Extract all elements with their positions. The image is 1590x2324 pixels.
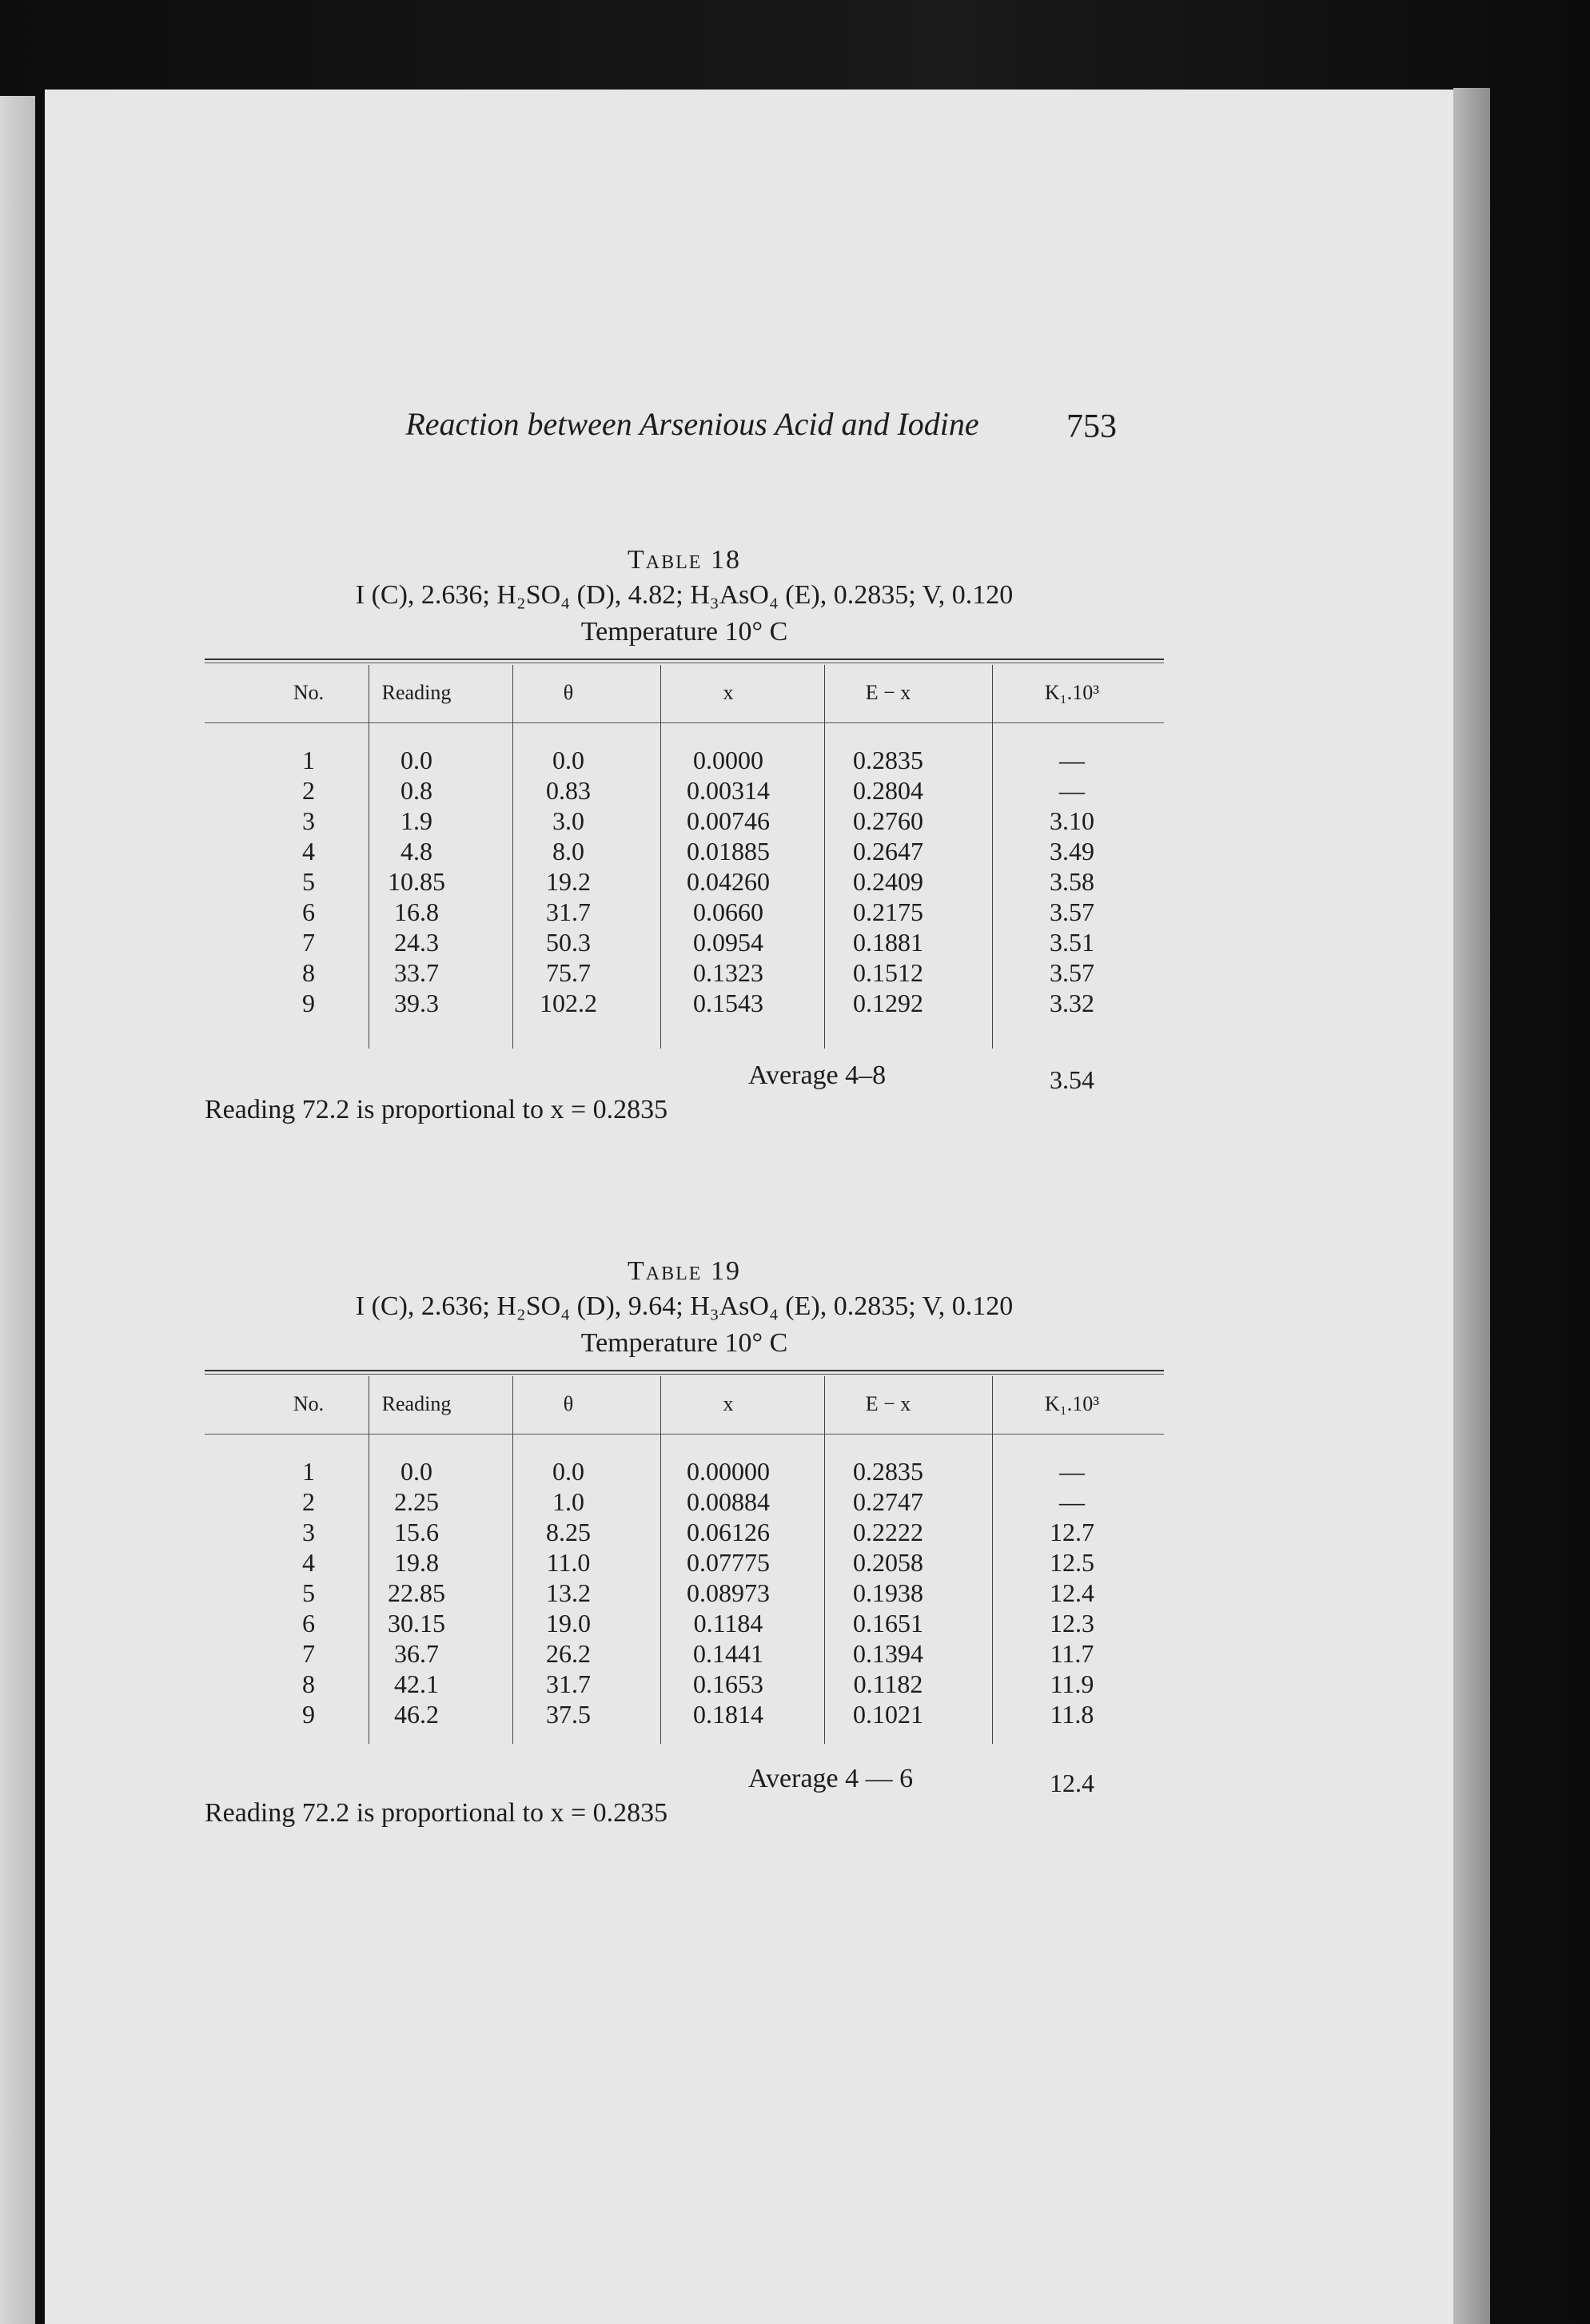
table-top-rule (205, 1370, 1164, 1371)
table-cell: 0.00314 (687, 776, 770, 805)
table-cell: 0.1394 (853, 1639, 923, 1668)
header-rule (205, 722, 1164, 723)
table-cell: 3.32 (1050, 989, 1094, 1017)
column-divider (992, 1376, 993, 1744)
previous-page-edge (0, 96, 35, 2324)
table-cell: 0.1184 (693, 1609, 763, 1638)
table-cell: 33.7 (394, 958, 439, 987)
table-cell: 8 (302, 1669, 315, 1698)
table-footnote: Reading 72.2 is proportional to x = 0.2835 (205, 1095, 668, 1124)
table-cell: 0.0 (400, 1457, 432, 1486)
table-cell: 0.0660 (693, 897, 763, 926)
table-cell: 16.8 (394, 897, 439, 926)
table-cell: 0.0954 (693, 928, 763, 957)
table-cell: 0.07775 (687, 1548, 770, 1577)
column-header: No. (293, 1392, 325, 1415)
table-cell: 3.51 (1050, 928, 1094, 957)
table-cell: 11.8 (1050, 1700, 1094, 1729)
table-cell: 3.57 (1050, 897, 1094, 926)
column-header: E − x (865, 681, 911, 704)
table-cell: 0.00746 (687, 806, 770, 835)
table-cell: 0.0 (552, 746, 584, 774)
table-cell: 0.8 (400, 776, 432, 805)
table-cell: 6 (302, 1609, 315, 1638)
table-top-rule-2 (205, 1374, 1164, 1375)
table-cell: 0.2222 (853, 1518, 923, 1546)
table-cell: 5 (302, 867, 315, 896)
table-cell: 0.2835 (853, 1457, 923, 1486)
table-cell: 0.1651 (853, 1609, 923, 1638)
table-cell: 0.83 (546, 776, 591, 805)
table-cell: 31.7 (546, 897, 591, 926)
column-header: K₁.10³ (1044, 681, 1100, 704)
table-cell: 10.85 (388, 867, 445, 896)
column-header: Reading (381, 1392, 452, 1415)
table-cell: 3.49 (1050, 837, 1094, 866)
table-cell: 26.2 (546, 1639, 591, 1668)
table-cell: 9 (302, 989, 315, 1017)
average-label: Average 4–8 (748, 1061, 887, 1090)
table-cell: 0.1543 (693, 989, 763, 1017)
table-cell: 5 (302, 1578, 315, 1607)
table-conditions: I (C), 2.636; H₂SO₄ (D), 4.82; H₃AsO₄ (E), 0.2835; V, 0.120 (355, 580, 1014, 610)
column-header: x (723, 681, 734, 704)
table-cell: 0.1292 (853, 989, 923, 1017)
table-cell: 102.2 (540, 989, 597, 1017)
table-cell: 11.9 (1050, 1669, 1094, 1698)
table-cell: 19.8 (394, 1548, 439, 1577)
table-cell: 0.2760 (853, 806, 923, 835)
table-cell: 36.7 (394, 1639, 439, 1668)
header-rule (205, 1434, 1164, 1435)
table-cell: 3.58 (1050, 867, 1094, 896)
table-cell: 8.25 (546, 1518, 591, 1546)
table-cell: 0.06126 (687, 1518, 770, 1546)
column-header: θ (563, 1392, 574, 1415)
table-cell: 0.0 (552, 1457, 584, 1486)
table-cell: — (1059, 1487, 1085, 1516)
table-cell: 7 (302, 928, 315, 957)
table-cell: 0.04260 (687, 867, 770, 896)
table-cell: 50.3 (546, 928, 591, 957)
table-conditions: I (C), 2.636; H₂SO₄ (D), 9.64; H₃AsO₄ (E), 0.2835; V, 0.120 (355, 1291, 1014, 1321)
table-cell: 0.2835 (853, 746, 923, 774)
table-cell: 8 (302, 958, 315, 987)
table-cell: 0.2409 (853, 867, 923, 896)
table-cell: — (1059, 746, 1085, 774)
table-cell: 12.4 (1050, 1578, 1094, 1607)
column-header: x (723, 1392, 734, 1415)
table-title: Table 19 (628, 1256, 741, 1286)
table-cell: 11.7 (1050, 1639, 1094, 1668)
table-cell: 1.9 (400, 806, 432, 835)
table-cell: — (1059, 1457, 1085, 1486)
table-temperature: Temperature 10° C (580, 617, 788, 647)
table-cell: 0.00884 (687, 1487, 770, 1516)
table-temperature: Temperature 10° C (580, 1328, 788, 1358)
table-cell: 30.15 (388, 1609, 445, 1638)
column-divider (992, 665, 993, 1049)
table-cell: 0.1021 (853, 1700, 923, 1729)
table-cell: 1 (302, 1457, 315, 1486)
table-cell: 1.0 (552, 1487, 584, 1516)
column-header: K₁.10³ (1044, 1392, 1100, 1415)
table-cell: 0.0000 (693, 746, 763, 774)
table-cell: 2 (302, 1487, 315, 1516)
table-cell: 37.5 (546, 1700, 591, 1729)
table-cell: 0.01885 (687, 837, 770, 866)
table-cell: 0.1512 (853, 958, 923, 987)
table-cell: 22.85 (388, 1578, 445, 1607)
table-cell: 42.1 (394, 1669, 439, 1698)
table-cell: 7 (302, 1639, 315, 1668)
column-header: Reading (381, 681, 452, 704)
table-cell: 0.2647 (853, 837, 923, 866)
table-cell: 19.0 (546, 1609, 591, 1638)
table-cell: 0.2175 (853, 897, 923, 926)
table-cell: 0.2747 (853, 1487, 923, 1516)
table-cell: 13.2 (546, 1578, 591, 1607)
column-header: No. (293, 681, 325, 704)
table-cell: 2 (302, 776, 315, 805)
table-cell: 8.0 (552, 837, 584, 866)
table-cell: 6 (302, 897, 315, 926)
table-cell: 39.3 (394, 989, 439, 1017)
table-cell: 0.1182 (853, 1669, 923, 1698)
table-cell: 0.00000 (687, 1457, 770, 1486)
table-cell: 1 (302, 746, 315, 774)
table-cell: 0.1441 (693, 1639, 763, 1668)
table-cell: 12.3 (1050, 1609, 1094, 1638)
table-cell: 31.7 (546, 1669, 591, 1698)
book-page (45, 90, 1453, 2324)
average-label: Average 4 — 6 (748, 1764, 914, 1793)
table-cell: 2.25 (394, 1487, 439, 1516)
table-cell: 3.0 (552, 806, 584, 835)
table-cell: 4 (302, 837, 315, 866)
table-cell: 0.2058 (853, 1548, 923, 1577)
column-header: θ (563, 681, 574, 704)
table-cell: 0.2804 (853, 776, 923, 805)
table-cell: 11.0 (546, 1548, 591, 1577)
table-cell: 9 (302, 1700, 315, 1729)
table-cell: 0.1323 (693, 958, 763, 987)
table-cell: 4 (302, 1548, 315, 1577)
table-cell: 19.2 (546, 867, 591, 896)
table-title: Table 18 (628, 545, 741, 575)
running-head: Reaction between Arsenious Acid and Iodine (405, 406, 979, 442)
table-footnote: Reading 72.2 is proportional to x = 0.2835 (205, 1798, 668, 1828)
table-cell: 12.7 (1050, 1518, 1094, 1546)
table-cell: 0.08973 (687, 1578, 770, 1607)
table-cell: 0.1814 (693, 1700, 763, 1729)
average-value: 12.4 (1050, 1769, 1094, 1797)
table-cell: 3 (302, 1518, 315, 1546)
column-header: E − x (865, 1392, 911, 1415)
table-cell: 24.3 (394, 928, 439, 957)
table-cell: 0.0 (400, 746, 432, 774)
table-cell: — (1059, 776, 1085, 805)
table-cell: 0.1653 (693, 1669, 763, 1698)
table-cell: 75.7 (546, 958, 591, 987)
table-cell: 3.57 (1050, 958, 1094, 987)
page-number: 753 (1066, 408, 1117, 445)
table-cell: 46.2 (394, 1700, 439, 1729)
table-cell: 3.10 (1050, 806, 1094, 835)
table-cell: 4.8 (400, 837, 432, 866)
table-cell: 15.6 (394, 1518, 439, 1546)
average-value: 3.54 (1050, 1065, 1094, 1094)
table-cell: 3 (302, 806, 315, 835)
table-cell: 0.1881 (853, 928, 923, 957)
table-cell: 0.1938 (853, 1578, 923, 1607)
table-cell: 12.5 (1050, 1548, 1094, 1577)
table-top-rule (205, 659, 1164, 660)
next-page-edge (1453, 88, 1490, 2324)
